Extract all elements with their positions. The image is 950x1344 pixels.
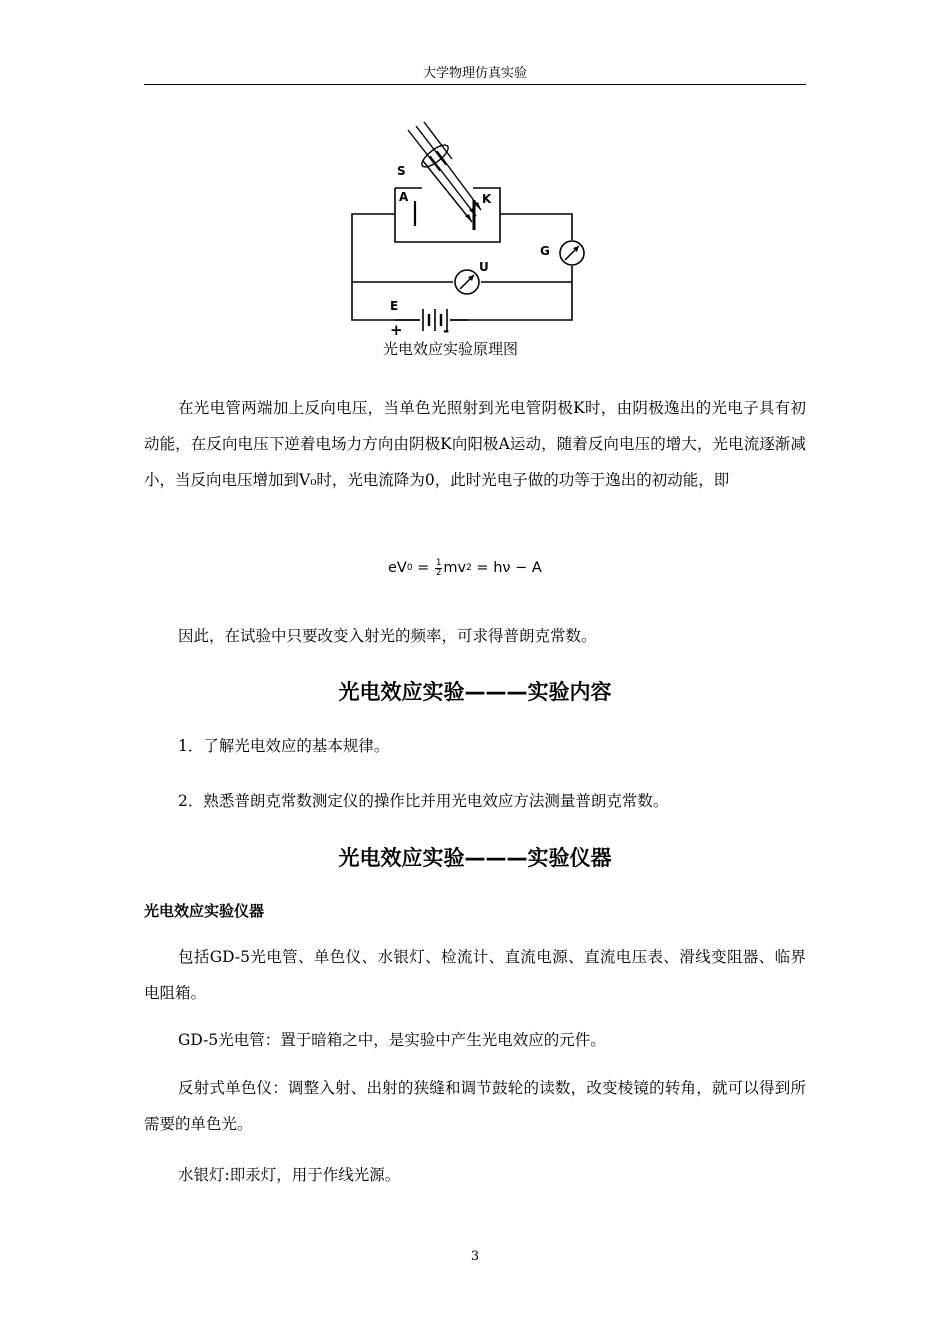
voltmeter-u (455, 270, 479, 294)
formula-fraction (435, 559, 442, 578)
light-ray-2 (430, 156, 476, 216)
section-title-apparatus: 光电效应实验———实验仪器 (338, 846, 612, 870)
label-u: U (479, 260, 489, 274)
light-ray-1 (423, 161, 472, 222)
formula-mid: mv (443, 560, 467, 576)
paragraph-mercury-lamp: 水银灯:即汞灯，用于作线光源。 (178, 1166, 401, 1184)
label-s: S (397, 164, 406, 178)
figure-caption: 光电效应实验原理图 (383, 340, 519, 358)
formula-eq1: = (412, 560, 434, 576)
paragraph-apparatus-list: 包括GD-5光电管、单色仪、水银灯、检流计、直流电源、直流电压表、滑线变阻器、临界电阻箱。 (144, 948, 806, 1002)
outer-circuit-wire (352, 214, 572, 320)
galvanometer-g (559, 240, 585, 266)
light-ray-3 (437, 151, 481, 210)
label-e: E (390, 299, 399, 313)
photoelectric-circuit-diagram (340, 118, 590, 368)
window-s (419, 141, 452, 170)
header-rule (144, 84, 806, 85)
label-g: G (540, 244, 550, 258)
label-a: A (399, 190, 409, 204)
fraction-denominator: 2 (435, 567, 442, 578)
label-k: K (482, 192, 492, 206)
subhead-apparatus: 光电效应实验仪器 (144, 902, 265, 920)
list-item: 1．了解光电效应的基本规律。 (178, 737, 390, 755)
paragraph-principle: 在光电管两端加上反向电压，当单色光照射到光电管阴极K时，由阴极逸出的光电子具有初动能，在反向电压下逆着电场力方向由阴极K向阳极A运动，随着反向电压的增大，光电流逐渐减小，当反向电压增加到V₀时，光电流降为0，此时光电子做的功等于逸出的初动能，即 (144, 399, 806, 489)
label-plus: + (390, 321, 403, 339)
fraction-numerator: 1 (435, 557, 442, 568)
label-minus: - (443, 322, 450, 340)
section-title-content: 光电效应实验———实验内容 (338, 680, 612, 704)
paragraph-monochromator: 反射式单色仪：调整入射、出射的狭缝和调节鼓轮的读数，改变棱镜的转角，就可以得到所需要的单色光。 (144, 1079, 806, 1133)
formula-rhs: = hν − A (471, 560, 542, 576)
list-item: 2．熟悉普朗克常数测定仪的操作比并用光电效应方法测量普朗克常数。 (178, 792, 669, 810)
formula-lhs-sub: 0 (406, 563, 413, 573)
page-number: 3 (470, 1249, 480, 1264)
formula-lhs: eV (388, 560, 407, 576)
paragraph-phototube: GD-5光电管：置于暗箱之中，是实验中产生光电效应的元件。 (178, 1031, 606, 1049)
formula-einstein (388, 552, 542, 584)
paragraph-conclusion: 因此，在试验中只要改变入射光的频率，可求得普朗克常数。 (178, 627, 597, 645)
page-header: 大学物理仿真实验 (422, 66, 527, 81)
formula-mid-sup: 2 (466, 563, 472, 573)
